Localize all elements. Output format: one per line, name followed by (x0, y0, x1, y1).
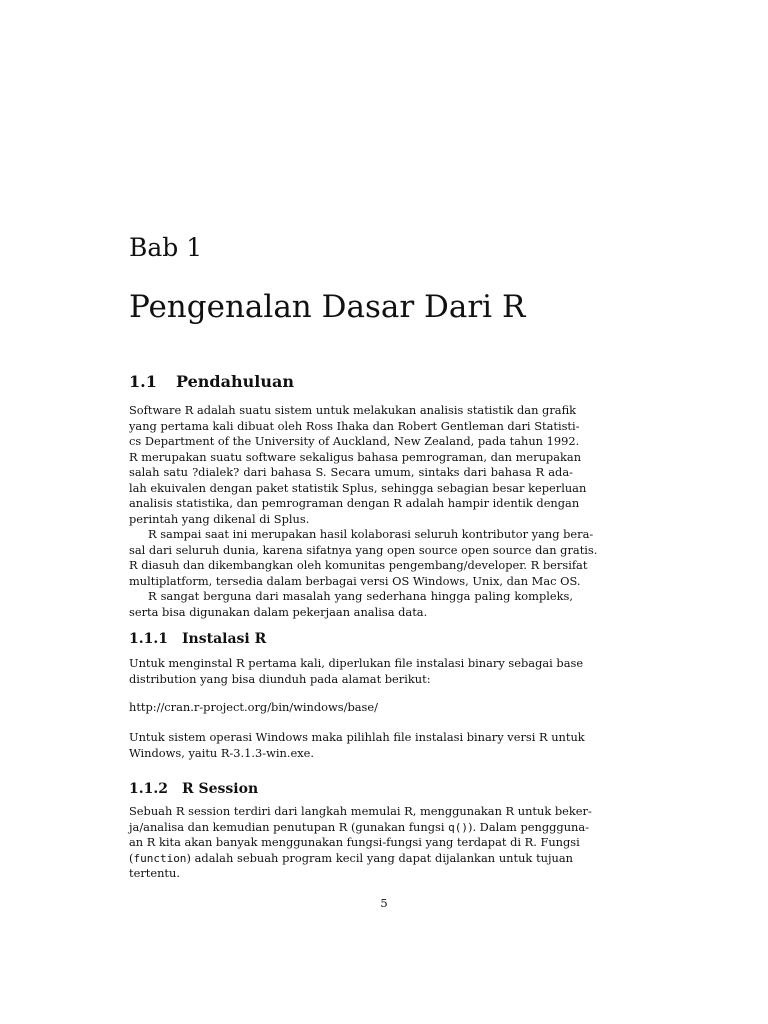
text-line: sal dari seluruh dunia, karena sifatnya yang open source open source dan gratis. (129, 542, 598, 557)
chapter-title: Pengenalan Dasar Dari R (129, 289, 526, 325)
paragraph-pendahuluan-3 (129, 589, 573, 620)
paragraph-pendahuluan-1 (129, 403, 587, 527)
text-line: yang pertama kali dibuat oleh Ross Ihaka dan Robert Gentleman dari Statisti- (129, 418, 580, 433)
text-line: Windows, yaitu R-3.1.3-win.exe. (129, 745, 315, 760)
inline-code: q() (448, 820, 468, 834)
text-line: cs Department of the University of Auckland, New Zealand, pada tahun 1992. (129, 434, 580, 448)
text-line: Software R adalah suatu sistem untuk melakukan analisis statistik dan grafik (129, 403, 577, 417)
text-line: Sebuah R session terdiri dari langkah memulai R, menggunakan R untuk beker- (129, 804, 592, 818)
text-line: R merupakan suatu software sekaligus bahasa pemrograman, dan merupakan (129, 449, 582, 464)
text-fragment: ). Dalam penggguna- (468, 819, 590, 834)
text-line: distribution yang bisa diunduh pada alamat berikut: (129, 671, 431, 686)
paragraph-instalasi-2 (129, 730, 585, 761)
paragraph-instalasi-1 (129, 656, 584, 687)
section-number: 1.1 (129, 372, 157, 391)
inline-code: function (133, 851, 187, 865)
text-line: analisis statistika, dan pemrograman dengan R adalah hampir identik dengan (129, 496, 580, 510)
text-fragment: ) adalah sebuah program kecil yang dapat dijalankan untuk tujuan (186, 850, 573, 865)
text-line: tertentu. (129, 866, 180, 880)
paragraph-pendahuluan-2 (129, 527, 598, 589)
text-line (129, 819, 590, 836)
text-line: an R kita akan banyak menggunakan fungsi-fungsi yang terdapat di R. Fungsi (129, 835, 580, 849)
section-title: Instalasi R (182, 631, 267, 647)
section-title: R Session (182, 781, 259, 797)
section-heading-instalasi (129, 630, 266, 648)
text-line: Untuk menginstal R pertama kali, diperlukan file instalasi binary sebagai base (129, 656, 584, 670)
section-title: Pendahuluan (176, 372, 294, 391)
text-line: Untuk sistem operasi Windows maka pilihlah file instalasi binary versi R untuk (129, 730, 585, 744)
text-line (129, 851, 573, 867)
text-line: multiplatform, tersedia dalam berbagai versi OS Windows, Unix, dan Mac OS. (129, 573, 581, 588)
text-line: lah ekuivalen dengan paket statistik Splus, sehingga sebagian besar keperluan (129, 480, 587, 495)
text-line: serta bisa digunakan dalam pekerjaan analisa data. (129, 604, 428, 619)
section-heading-pendahuluan (129, 372, 294, 392)
url-text: http://cran.r-project.org/bin/windows/base/ (129, 700, 378, 714)
text-line: R sampai saat ini merupakan hasil kolaborasi seluruh kontributor yang bera- (148, 527, 594, 541)
section-heading-r-session (129, 780, 258, 798)
text-fragment: ( (129, 850, 134, 865)
text-line: R sangat berguna dari masalah yang sederhana hingga paling kompleks, (148, 589, 573, 603)
chapter-label: Bab 1 (129, 233, 203, 262)
text-line: R diasuh dan dikembangkan oleh komunitas pengembang/developer. R bersifat (129, 558, 588, 572)
text-fragment: ja/analisa dan kemudian penutupan R (gunakan fungsi (129, 819, 449, 834)
section-number: 1.1.1 (129, 631, 168, 647)
paragraph-r-session (129, 804, 592, 882)
page-number: 5 (380, 896, 388, 910)
download-url (129, 700, 573, 716)
text-line: salah satu ?dialek? dari bahasa S. Secara umum, sintaks dari bahasa R ada- (129, 465, 573, 479)
section-number: 1.1.2 (129, 781, 168, 797)
text-line: perintah yang dikenal di Splus. (129, 511, 310, 526)
